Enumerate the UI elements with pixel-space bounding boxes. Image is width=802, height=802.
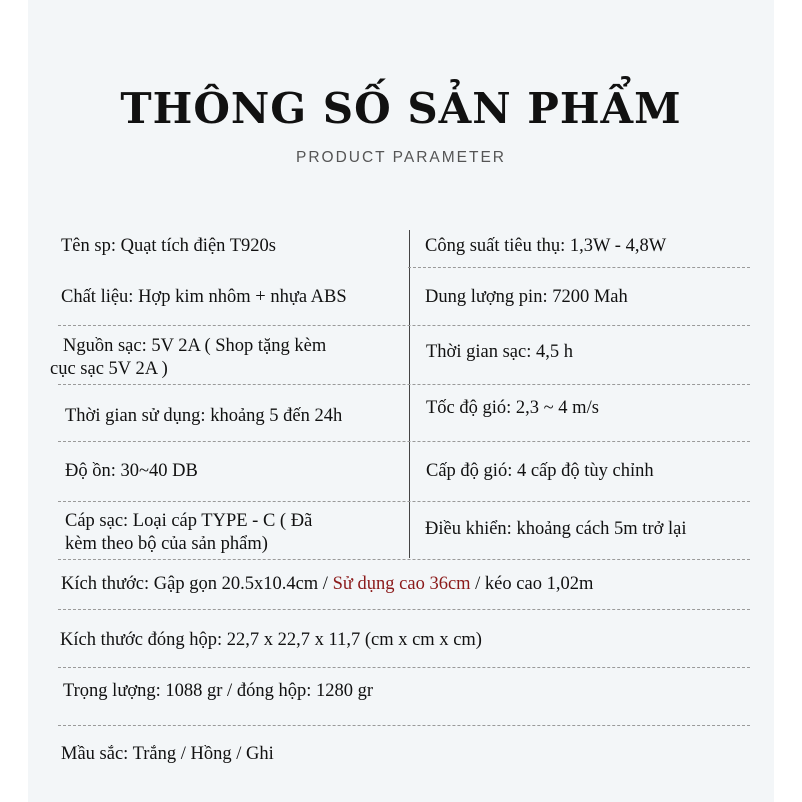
spec-cable-line-2: kèm theo bộ của sản phẩm) [65, 534, 268, 554]
row-divider [58, 325, 750, 326]
spec-noise: Độ ồn: 30~40 DB [65, 461, 198, 481]
row-divider [58, 559, 750, 560]
spec-power-consumption: Công suất tiêu thụ: 1,3W - 4,8W [425, 236, 667, 256]
spec-charger-line-2: cục sạc 5V 2A ) [50, 359, 168, 379]
spec-battery-capacity: Dung lượng pin: 7200 Mah [425, 287, 628, 307]
spec-charge-time: Thời gian sạc: 4,5 h [426, 342, 573, 362]
page-title: THÔNG SỐ SẢN PHẨM [120, 84, 682, 133]
spec-colors: Mầu sắc: Trắng / Hồng / Ghi [61, 744, 274, 764]
column-divider [409, 230, 410, 558]
spec-sheet [28, 0, 774, 802]
spec-dimensions-extended: / kéo cao 1,02m [470, 574, 594, 594]
spec-dimensions-highlight: Sử dụng cao 36cm [332, 574, 471, 594]
spec-remote-range: Điều khiển: khoảng cách 5m trở lại [425, 519, 687, 539]
spec-weight: Trọng lượng: 1088 gr / đóng hộp: 1280 gr [63, 681, 374, 701]
spec-dimensions [61, 573, 593, 595]
row-divider [58, 441, 750, 442]
spec-box-size: Kích thước đóng hộp: 22,7 x 22,7 x 11,7 (cm x cm x cm) [60, 630, 482, 650]
page-subtitle: PRODUCT PARAMETER [296, 149, 506, 166]
spec-dimensions-folded: Kích thước: Gập gọn 20.5x10.4cm / [61, 574, 333, 594]
row-divider [58, 609, 750, 610]
spec-material: Chất liệu: Hợp kim nhôm + nhựa ABS [61, 287, 347, 307]
row-divider [58, 667, 750, 668]
spec-charger-line-1: Nguồn sạc: 5V 2A ( Shop tặng kèm [63, 336, 327, 356]
spec-wind-speed: Tốc độ gió: 2,3 ~ 4 m/s [426, 398, 599, 418]
row-divider [58, 725, 750, 726]
spec-product-name: Tên sp: Quạt tích điện T920s [61, 236, 276, 256]
row-divider [408, 267, 750, 268]
spec-wind-levels: Cấp độ gió: 4 cấp độ tùy chỉnh [426, 461, 654, 481]
row-divider [58, 384, 750, 385]
spec-usage-time: Thời gian sử dụng: khoảng 5 đến 24h [65, 406, 343, 426]
spec-cable-line-1: Cáp sạc: Loại cáp TYPE - C ( Đã [65, 511, 313, 531]
row-divider [58, 501, 750, 502]
